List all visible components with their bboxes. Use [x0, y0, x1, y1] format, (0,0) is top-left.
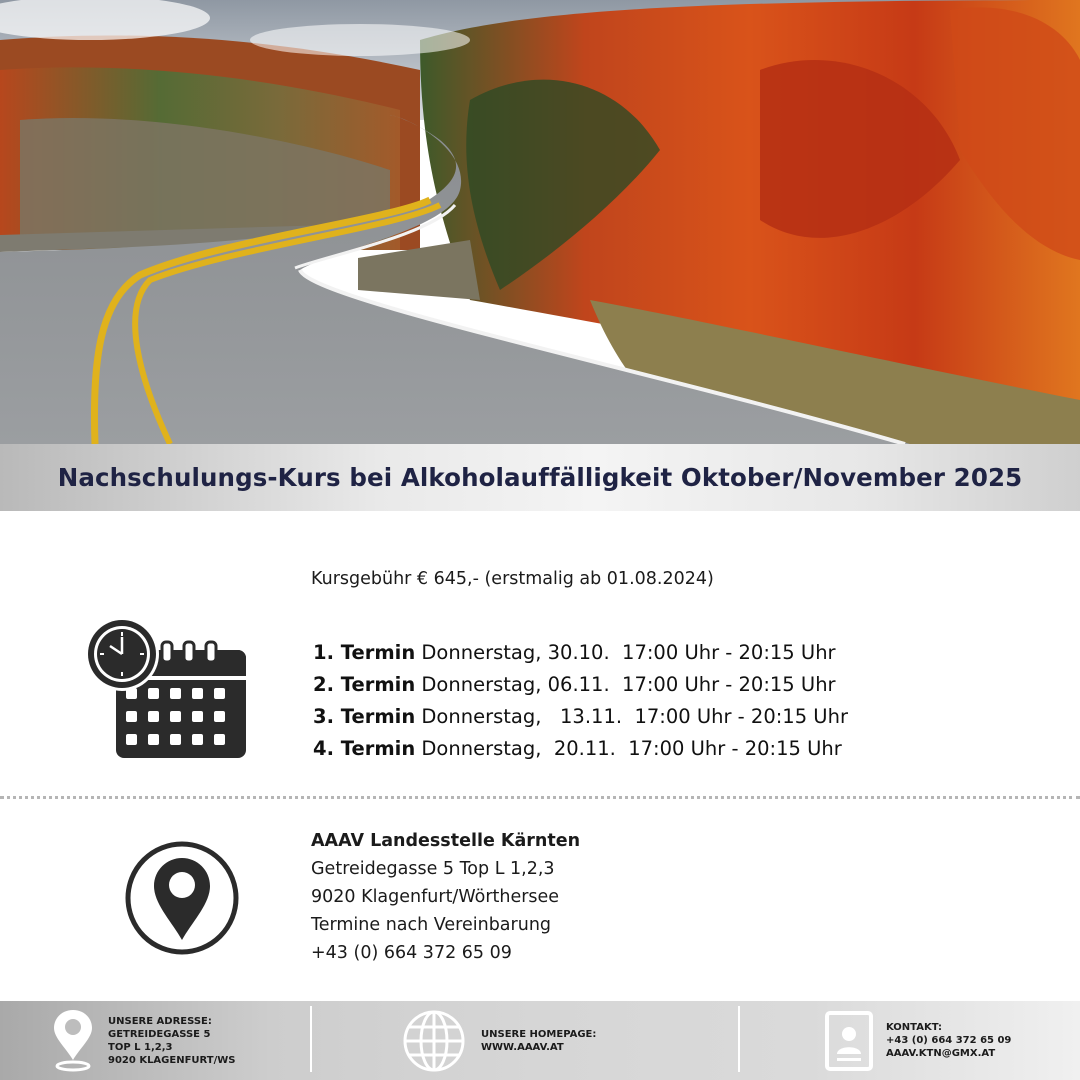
footer-address-line3: 9020 KLAGENFURT/WS	[108, 1054, 236, 1066]
footer-address	[108, 1001, 236, 1080]
footer-contact-phone[interactable]: +43 (0) 664 372 65 09	[886, 1035, 1012, 1046]
footer-separator	[738, 1006, 740, 1072]
footer-address-line1: GETREIDEGASSE 5	[108, 1028, 211, 1040]
location-block	[311, 827, 580, 967]
location-name: AAAV Landesstelle Kärnten	[311, 831, 581, 851]
footer-separator	[310, 1006, 312, 1072]
footer-contact-label: KONTAKT:	[886, 1022, 942, 1033]
session-item	[313, 669, 848, 701]
session-label: 2. Termin	[313, 673, 416, 696]
session-detail: Donnerstag, 13.11. 17:00 Uhr - 20:15 Uhr	[415, 705, 848, 728]
map-pin-icon	[50, 1008, 96, 1072]
session-list	[313, 637, 848, 765]
page-title: Nachschulungs-Kurs bei Alkoholauffälligkeit Oktober/November 2025	[57, 463, 1023, 492]
title-band	[0, 444, 1080, 511]
location-phone[interactable]: +43 (0) 664 372 65 09	[311, 943, 512, 963]
session-detail: Donnerstag, 20.11. 17:00 Uhr - 20:15 Uhr	[415, 737, 842, 760]
globe-icon	[402, 1009, 466, 1073]
location-street: Getreidegasse 5 Top L 1,2,3	[311, 859, 555, 879]
footer-address-line2: TOP L 1,2,3	[108, 1041, 173, 1053]
contact-card-icon	[824, 1010, 874, 1072]
footer	[0, 1001, 1080, 1080]
location-city: 9020 Klagenfurt/Wörthersee	[311, 887, 560, 907]
map-pin-icon	[124, 840, 240, 956]
footer-homepage-url[interactable]: WWW.AAAV.AT	[481, 1041, 564, 1053]
autumn-road-illustration	[0, 0, 1080, 444]
dotted-divider	[0, 796, 1080, 799]
footer-homepage	[481, 1001, 596, 1080]
session-item	[313, 733, 848, 765]
footer-contact	[886, 1001, 1011, 1080]
session-label: 3. Termin	[313, 705, 416, 728]
session-item	[313, 701, 848, 733]
session-label: 1. Termin	[313, 641, 416, 664]
session-item	[313, 637, 848, 669]
calendar-clock-icon	[84, 616, 248, 760]
footer-address-label: UNSERE ADRESSE:	[108, 1015, 212, 1027]
location-appointments: Termine nach Vereinbarung	[311, 915, 552, 935]
hero-image-autumn-road	[0, 0, 1080, 444]
footer-homepage-label: UNSERE HOMEPAGE:	[481, 1028, 597, 1040]
session-label: 4. Termin	[313, 737, 416, 760]
footer-contact-email[interactable]: AAAV.KTN@GMX.AT	[886, 1048, 996, 1059]
course-fee: Kursgebühr € 645,- (erstmalig ab 01.08.2024)	[311, 569, 714, 589]
session-detail: Donnerstag, 30.10. 17:00 Uhr - 20:15 Uhr	[415, 641, 836, 664]
session-detail: Donnerstag, 06.11. 17:00 Uhr - 20:15 Uhr	[415, 673, 836, 696]
